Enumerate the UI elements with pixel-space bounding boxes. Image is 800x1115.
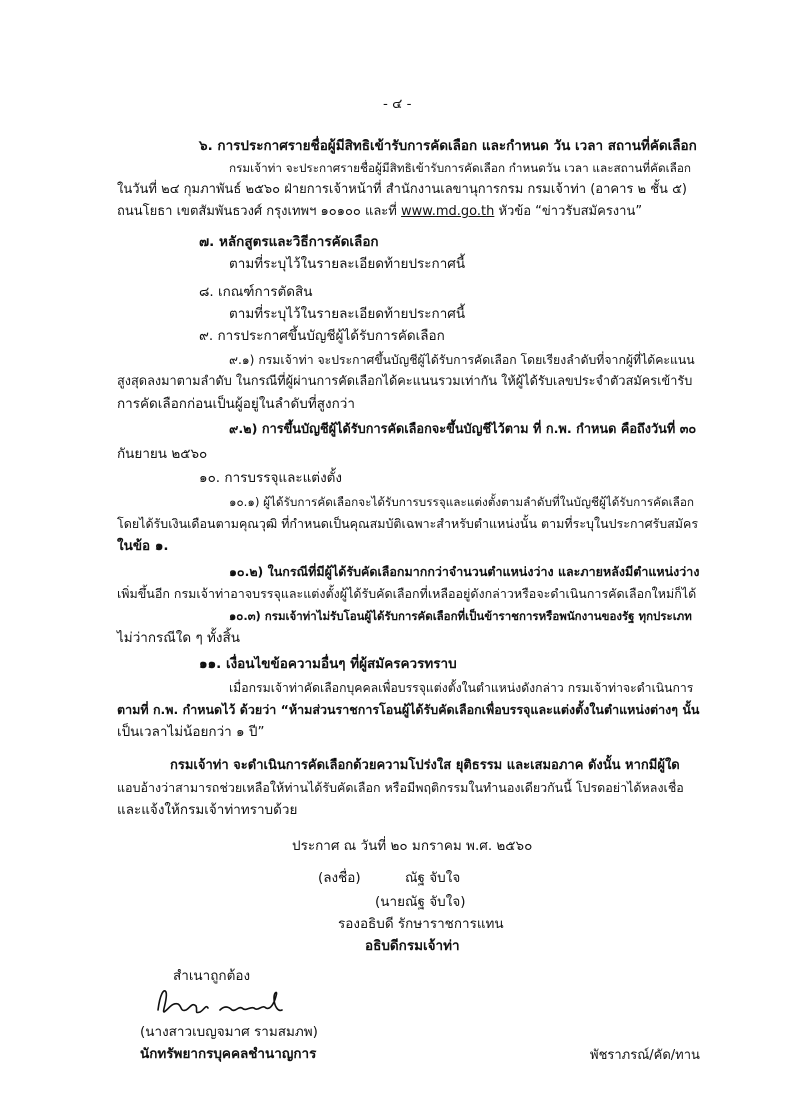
signer-position-1: รองอธิบดี รักษาราชการแทน [338,916,504,932]
section-7-heading: ๗. หลักสูตรและวิธีการคัดเลือก [199,234,379,250]
section-9-1-line-3: การคัดเลือกก่อนเป็นผู้อยู่ในลำดับที่สูงกว่า [117,396,355,412]
section-11-line-1: เมื่อกรมเจ้าท่าคัดเลือกบุคคลเพื่อบรรจุแต่งตั้งในตำแหน่งดังกล่าว กรมเจ้าท่าจะดำเนินการ [229,681,694,695]
section-6-heading: ๖. การประกาศรายชื่อผู้มีสิทธิเข้ารับการคัดเลือก และกำหนด วัน เวลา สถานที่คัดเลือก [199,138,697,154]
section-10-heading: ๑๐. การบรรจุและแต่งตั้ง [199,470,343,486]
certifier-position: นักทรัพยากรบุคคลชำนาญการ [140,1046,317,1062]
announcement-date: ประกาศ ณ วันที่ ๒๐ มกราคม พ.ศ. ๒๕๖๐ [292,838,533,854]
section-10-2-line-2: เพิ่มขึ้นอีก กรมเจ้าท่าอาจบรรจุและแต่งตั้งผู้ได้รับคัดเลือกที่เหลืออยู่ดังกล่าวหรือจะดำเนินการคัดเลือกใหม่ก็ได้ [117,586,697,601]
section-7-line-1: ตามที่ระบุไว้ในรายละเอียดท้ายประกาศนี้ [229,256,466,272]
section-6-line-1: กรมเจ้าท่า จะประกาศรายชื่อผู้มีสิทธิเข้ารับการคัดเลือก กำหนดวัน เวลา และสถานที่คัดเลือก [229,161,692,175]
section-10-3-line-2: ไม่ว่ากรณีใด ๆ ทั้งสิ้น [117,630,240,646]
section-9-2-line-2: กันยายน ๒๕๖๐ [117,446,208,462]
signer-position-2: อธิบดีกรมเจ้าท่า [365,938,460,954]
address-text: ถนนโยธา เขตสัมพันธวงศ์ กรุงเทพฯ ๑๐๑๐๐ และที่ [117,204,401,219]
section-10-1-line-1: ๑๐.๑) ผู้ได้รับการคัดเลือกจะได้รับการบรรจุและแต่งตั้งตามลำดับที่ในบัญชีผู้ได้รับการคัดเลือก [229,495,695,509]
section-11-heading: ๑๑. เงื่อนไขข้อความอื่นๆ ที่ผู้สมัครควรทราบ [199,656,457,672]
page-number: - ๔ - [383,96,412,112]
section-10-1-line-2: โดยได้รับเงินเดือนตามคุณวุฒิ ที่กำหนดเป็นคุณสมบัติเฉพาะสำหรับตำแหน่งนั้น ตามที่ระบุในประกาศรับสมัคร [117,516,699,531]
certifier-name: (นางสาวเบญจมาศ รามสมภพ) [140,1024,318,1040]
section-9-1-line-1: ๙.๑) กรมเจ้าท่า จะประกาศขึ้นบัญชีผู้ได้รับการคัดเลือก โดยเรียงลำดับที่จากผู้ที่ได้คะแนน [229,353,695,367]
closing-line-2: แอบอ้างว่าสามารถช่วยเหลือให้ท่านได้รับคัดเลือก หรือมีพฤติกรรมในทำนองเดียวกันนี้ โปรดอย่าได้หลงเชื่อ [117,780,684,795]
section-10-2-line-1: ๑๐.๒) ในกรณีที่มีผู้ได้รับคัดเลือกมากกว่าจำนวนตำแหน่งว่าง และภายหลังมีตำแหน่งว่าง [229,564,700,579]
handwritten-signature [150,984,310,1020]
website-link[interactable]: www.md.go.th [401,204,495,219]
section-6-line-2: ในวันที่ ๒๔ กุมภาพันธ์ ๒๕๖๐ ฝ่ายการเจ้าหน้าที่ สำนักงานเลขานุการกรม กรมเจ้าท่า (อาคาร ๒ ชั้น ๕) [117,182,687,197]
topic-text: หัวข้อ “ข่าวรับสมัครงาน” [494,204,643,219]
section-8-line-1: ตามที่ระบุไว้ในรายละเอียดท้ายประกาศนี้ [229,306,466,322]
footer-code: พัชราภรณ์/คัด/ทาน [590,1048,700,1063]
section-6-line-3 [117,202,642,222]
section-9-1-line-2: สูงสุดลงมาตามลำดับ ในกรณีที่ผู้ผ่านการคัดเลือกได้คะแนนรวมเท่ากัน ให้ผู้ได้รับเลขประจำตัวสมัครเข้ารับ [117,374,693,389]
closing-line-1: กรมเจ้าท่า จะดำเนินการคัดเลือกด้วยความโปร่งใส ยุติธรรม และเสมอภาค ดังนั้น หากมีผู้ใด [170,758,680,773]
section-9-heading: ๙. การประกาศขึ้นบัญชีผู้ได้รับการคัดเลือก [199,328,445,344]
section-10-3-line-1: ๑๐.๓) กรมเจ้าท่าไม่รับโอนผู้ได้รับการคัดเลือกที่เป็นข้าราชการหรือพนักงานของรัฐ ทุกประเภท [229,609,692,623]
signer-name: (นายณัฐ จับใจ) [375,894,466,910]
section-11-line-3: เป็นเวลาไม่น้อยกว่า ๑ ปี” [117,724,265,740]
section-9-2-line-1: ๙.๒) การขึ้นบัญชีผู้ได้รับการคัดเลือกจะขึ้นบัญชีไว้ตาม ที่ ก.พ. กำหนด คือถึงวันที่ ๓๐ [229,422,697,437]
section-11-line-2: ตามที่ ก.พ. กำหนดไว้ ด้วยว่า “ห้ามส่วนราชการโอนผู้ได้รับคัดเลือกเพื่อบรรจุและแต่งตั้งในตำแหน่งต่างๆ นั้น [117,702,700,717]
signature-name: ณัฐ จับใจ [405,870,461,886]
section-10-1-line-3: ในข้อ ๑. [117,538,169,554]
signature-label: (ลงชื่อ) [318,870,361,886]
certified-copy-label: สำเนาถูกต้อง [173,968,251,984]
section-8-heading: ๘. เกณฑ์การตัดสิน [199,284,313,300]
closing-line-3: และแจ้งให้กรมเจ้าท่าทราบด้วย [117,802,298,818]
